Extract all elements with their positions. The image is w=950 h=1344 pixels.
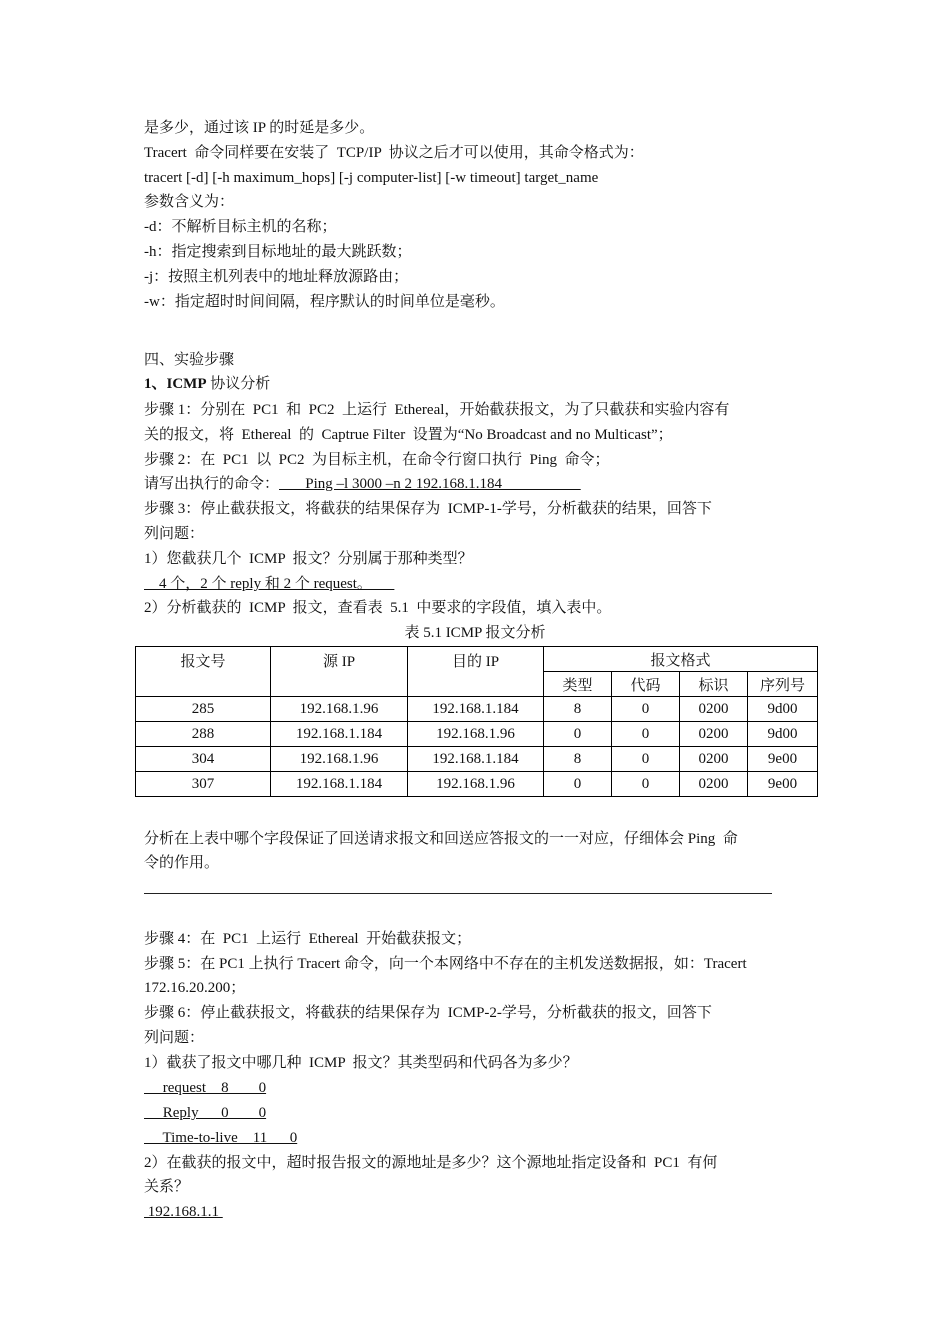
cell: 0 (544, 722, 612, 747)
step3-line1: 步骤 3：停止截获报文，将截获的结果保存为 ICMP-1-学号，分析截获的结果，回答下 (144, 501, 712, 517)
text-line: tracert [-d] [-h maximum_hops] [-j computer-list] [-w timeout] target_name (144, 170, 599, 186)
cell: 0 (612, 747, 680, 772)
step4: 步骤 4：在 PC1 上运行 Ethereal 开始截获报文； (144, 931, 472, 947)
step5-line2: 172.16.20.200； (144, 980, 246, 996)
text-line: 参数含义为： (144, 194, 235, 210)
subsection-rest: 协议分析 (206, 376, 271, 392)
table-caption: 表 5.1 ICMP 报文分析 (404, 625, 546, 641)
cell: 192.168.1.184 (408, 697, 544, 722)
cell: 192.168.1.184 (271, 722, 408, 747)
text-line: -h：指定搜索到目标地址的最大跳跃数； (144, 244, 412, 260)
question-1: 1）您截获几个 ICMP 报文？分别属于那种类型？ (144, 551, 473, 567)
cell: 192.168.1.96 (271, 697, 408, 722)
table-row (136, 697, 818, 722)
table-row (136, 722, 818, 747)
cell: 0 (612, 722, 680, 747)
cell: 307 (136, 772, 271, 797)
section-title: 四、实验步骤 (144, 352, 235, 368)
subheader-code: 代码 (612, 672, 680, 697)
header-source-ip: 源 IP (271, 647, 408, 697)
text-line: -w：指定超时时间间隔，程序默认的时间单位是毫秒。 (144, 294, 505, 310)
cell: 8 (544, 697, 612, 722)
cell: 9e00 (748, 772, 818, 797)
step3-line2: 列问题： (144, 526, 205, 542)
table-row (136, 747, 818, 772)
cell: 9d00 (748, 722, 818, 747)
cell: 285 (136, 697, 271, 722)
subheader-identifier: 标识 (680, 672, 748, 697)
cell: 9e00 (748, 747, 818, 772)
answer-rule (144, 893, 772, 894)
command-line (144, 474, 581, 494)
cell: 192.168.1.96 (408, 772, 544, 797)
step2: 步骤 2：在 PC1 以 PC2 为目标主机，在命令行窗口执行 Ping 命令； (144, 452, 610, 468)
table-row (136, 772, 818, 797)
cell: 288 (136, 722, 271, 747)
table-header-row (136, 647, 818, 672)
cell: 0 (612, 772, 680, 797)
answer-3-line: Time-to-live 11 0 (144, 1130, 298, 1146)
text-line: 是多少，通过该 IP 的时延是多少。 (144, 120, 375, 136)
cell: 0 (544, 772, 612, 797)
cell: 8 (544, 747, 612, 772)
subheader-sequence: 序列号 (748, 672, 818, 697)
text-line: -d：不解析目标主机的名称； (144, 219, 337, 235)
step6-line2: 列问题： (144, 1030, 205, 1046)
cell: 192.168.1.96 (271, 747, 408, 772)
answer-3-line: Reply 0 0 (144, 1105, 267, 1121)
cell: 0 (612, 697, 680, 722)
cell: 192.168.1.184 (408, 747, 544, 772)
question-4-line1: 2）在截获的报文中，超时报告报文的源地址是多少？这个源地址指定设备和 PC1 有何 (144, 1155, 718, 1171)
answer-3-line: request 8 0 (144, 1080, 267, 1096)
cell: 304 (136, 747, 271, 772)
step1-line1: 步骤 1：分别在 PC1 和 PC2 上运行 Ethereal，开始截获报文，为了只截获和实验内容有 (144, 402, 730, 418)
subsection-title (144, 374, 270, 394)
question-2: 2）分析截获的 ICMP 报文，查看表 5.1 中要求的字段值，填入表中。 (144, 600, 612, 616)
answer-1: 4 个，2 个 reply 和 2 个 request。 (144, 576, 395, 592)
step1-line2: 关的报文，将 Ethereal 的 Captrue Filter 设置为“No Broadcast and no Multicast”； (144, 427, 673, 443)
text-line: -j：按照主机列表中的地址释放源路由； (144, 269, 409, 285)
step5-line1: 步骤 5：在 PC1 上执行 Tracert 命令，向一个本网络中不存在的主机发送数据报，如：Tracert (144, 956, 747, 972)
analysis-line1: 分析在上表中哪个字段保证了回送请求报文和回送应答报文的一一对应，仔细体会 Ping 命 (144, 831, 738, 847)
icmp-table (135, 646, 818, 797)
cell: 0200 (680, 772, 748, 797)
question-4-line2: 关系？ (144, 1179, 190, 1195)
cell: 0200 (680, 697, 748, 722)
header-dest-ip: 目的 IP (408, 647, 544, 697)
answer-4: 192.168.1.1 (144, 1204, 223, 1220)
subsection-number: 1、 (144, 376, 167, 392)
command-answer: Ping –l 3000 –n 2 192.168.1.184 (279, 476, 581, 492)
subheader-type: 类型 (544, 672, 612, 697)
analysis-line2: 令的作用。 (144, 855, 220, 871)
question-3: 1）截获了报文中哪几种 ICMP 报文？其类型码和代码各为多少？ (144, 1055, 578, 1071)
cell: 9d00 (748, 697, 818, 722)
cell: 192.168.1.96 (408, 722, 544, 747)
cell: 0200 (680, 747, 748, 772)
cell: 192.168.1.184 (271, 772, 408, 797)
step6-line1: 步骤 6：停止截获报文，将截获的结果保存为 ICMP-2-学号，分析截获的报文，回答下 (144, 1005, 712, 1021)
header-packet-format: 报文格式 (544, 647, 818, 672)
header-packet-no: 报文号 (136, 647, 271, 697)
text-line: Tracert 命令同样要在安装了 TCP/IP 协议之后才可以使用，其命令格式为： (144, 145, 644, 161)
command-prompt: 请写出执行的命令： (144, 476, 280, 492)
subsection-bold: ICMP (166, 376, 207, 392)
cell: 0200 (680, 722, 748, 747)
